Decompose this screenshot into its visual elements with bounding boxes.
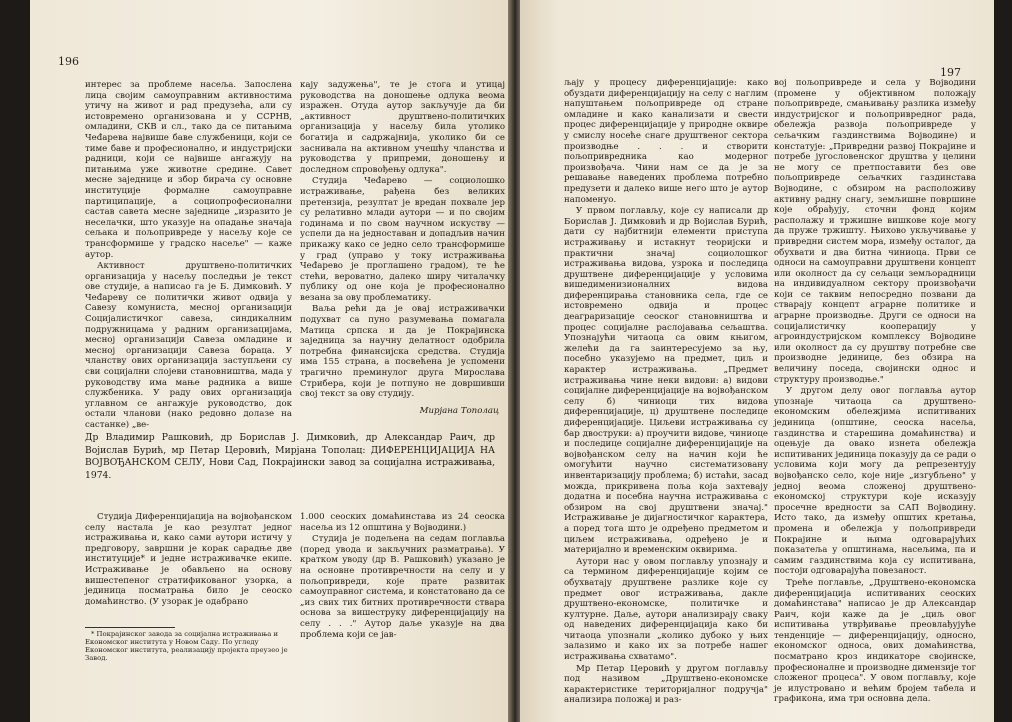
paragraph: У првом поглављу, које су написали др Борислав Ј. Димковић и др Војислав Бурић, дати су најбитнији елементи приступа истраживању и истакнут теоријски и практични значај социолошког истраживања видова, узрока и последица друштвене диференцијације у условима вишедименизионалних видова диференцирања становника села, где се истовремено одвија и процес деаграризације сеоског становништва и процес социјалне раслојавања сељаштва. Упознајући читаоца са овим књигом, желећи да га заинтересујемо за њу, посебно указујемо на предмет, циљ и карактер истраживања. „Предмет истраживања чине неки видови: а) видови социјалне диференцијације на војвођанском селу б) чиниоци тих видова диференцијације, ц) друштвене последице диференцијације. Циљеви истраживања су бар двоструки: а) проучити видове, чиниоце и последице социјалне диференцијације на војвођанском селу на начин који ће омогућити научно систематизовану инвентаризацију проблема; б) истаћи, засад можда, прикривена поља која захтевају додатна и посебна научна истраживања с обзиром на свој друштвени значај." Истраживање је дијагностичког карактера, а поред тога што је одређено предметом и циљем истраживања, одређено је и материјално и временским оквирима. bbox=[564, 206, 768, 556]
paragraph: 1.000 сеоских домаћинстава из 24 сеоска насеља из 12 општина у Војводини.) bbox=[300, 512, 505, 533]
paragraph: Студија Диференцијација на војвођанском селу настала је као резултат једног истраживања и, како сами аутори истичу у предговору, завршни је корак сарадње две институције* и једне истраживачке екипе. Истраживање је обављено на основу вишестепеног стратификованог узорка, а јединица посматрања било је сеоско домаћинство. (У узорак је одабрано bbox=[85, 512, 292, 607]
left-column-3 bbox=[85, 512, 292, 608]
left-column-2 bbox=[300, 80, 505, 417]
book-reference: Др Владимир Рашковић, др Борислав Ј. Димковић, др Александар Раич, др Војислав Бурић, мр Петар Церовић, Мирјана Тополац: ДИФЕРЕНЦИЈАЦИЈА НА ВОЈВОЂАНСКОМ СЕЛУ, Нови Сад, Покрајински завод за социјална истраживања, 1974. bbox=[85, 432, 495, 481]
paragraph: интерес за проблеме насеља. Запослена лица својим самоуправним активностима утичу на живот и рад предузећа, али су истовремено организована и у ССРНВ, омладини, СКВ и сл., тако да се питањима Чеđарева највише баве службеници, који се тиме баве и професионално, и индустријски радници, који се највише ангажују на питањима уже животне средине. Савет месне заједнице и збор бирача су основне институције формалне самоуправне партиципације, а социопрофесионални састав савета месне заједнице „изразито је неселачки, што указује на опадање значаја сељака и пољопривреде у насељу које се трансформише у градско насеље" — каже аутор. bbox=[85, 80, 292, 260]
left-column-4 bbox=[300, 512, 505, 641]
paragraph: Аутори нас у овом поглављу упознају и са термином диференцијације којим се обухватају друштвене разлике које су предмет овог истраживања, дакле друштвено-економске, политичке и културне. Даље, аутори анализирају сваку од наведених диференцијација како би читаоца упознали „колико дубоко у њих залазимо и како их за потребе нашег истраживања схватамо". bbox=[564, 556, 768, 663]
paragraph: Активност друштвено-политичких организација у насељу последњи је текст ове студије, а написао га је Б. Димковић. У Чеđареву се политички живот одвија у Савезу комуниста, месној организацији Социјалистичког савеза, синдикалним подружницама у радним организацијама, месној организацији Савеза омладине и месној организацији Савеза бораца. У чланству ових организација заступљени су сви социјални слојеви становништва, мада у руководству има мање радника а више службеника. У раду ових организација углавном се ангажује руководство, док остали чланови (нако редовно долазе на састанке) „ве- bbox=[85, 261, 292, 430]
paragraph: Студија је подељена на седам поглавља (поред увода и закључних разматрања). У кратком уводу (др В. Рашковић) указано је на основне противречности на селу и у пољопривреди, које прате развитак самоуправног система, и констатовано да се „из свих тих битних противречности ствара основа за вишеструку диференцијацију на селу . . ." Аутор даље указује на два проблема који се јав- bbox=[300, 534, 505, 640]
right-page bbox=[520, 0, 994, 722]
paragraph: љају у процесу диференцијације: како обуздати диференцијацију на селу с наглим напуштањем пољопривреде од стране омладине и како канализати и свести процес диференцијације у природне оквире у смислу носеће снаге друштвеног сектора производње . . . и створити пољопривредника као модерног произвођача. Чини нам се да је за решавање наведених проблема потребно предузети и далеко више него што је аутор напоменуо. bbox=[564, 78, 768, 205]
footnote-rule bbox=[85, 627, 175, 628]
paragraph: Студија Чеđарево — социолошко истраживање, рађена без великих претензија, резултат је вредан похвале јер су релативно млади аутори — и по својим годинама и по свом научном искуству — успели да на једноставан и допадљив начин прикажу како се једно село трансформише у град (управо у току истраживања Чеđарево је проглашено градом), те ће стећи, вероватно, далеко ширу читалачку публику од оне која је професионално везана за ову проблематику. bbox=[300, 176, 505, 303]
paragraph: Треће поглавље, „Друштвено-економска диференцијација испитиваних сеоских домаћинстава" написао је др Александар Раич, који каже да је „циљ овог испитивања утврђивање преовлађујуће тенденције — диференцијацију, односно, економског односа, ових домаћинства, посматрано кроз индикаторе својинске, професионалне и производне димензије тог сложеног процеса". У овом поглављу, које је илустровано и већим бројем табела и графикона, има три основна дела. bbox=[774, 577, 976, 705]
author-signature: Мирјана Тополац bbox=[419, 405, 499, 416]
footnote: * Покрајинског завода за социјална истраживања и Економског института у Новом Саду. По угледу Економског института, реализацију пројекта преузео је Завод. bbox=[85, 630, 288, 662]
page-number-right: 197 bbox=[940, 66, 961, 79]
paragraph: Ваља рећи да је овај истраживачки подухват са пуно разумевања помагала Матица српска и да је Покрајинска заједница за научну делатност одобрила потребна финансијска средства. Студија има 155 страна, а посвећена је успомени трагично преминулог друга Мирослава Стрибера, који је потпуно не довршивши свој текст за ову студију. bbox=[300, 304, 505, 400]
left-column-1 bbox=[85, 80, 292, 432]
right-column-1 bbox=[564, 78, 768, 707]
paragraph: вој пољопривреде и села у Војводини (промене у објективном положају пољопривреде, смањивању разлика између индустријског и пољопривредног рада, обележја развоја пољопривреде у сељачким газдинствима Војводине) и констатује: „Привредни развој Покрајине и потребе југословенског друштва у целини не могу се претпоставити без ове пољопривреде сељачких газдинстава Војводине, с обзиром на расположиву активну радну снагу, земљишне површине које обрађују, сточни фонд којим располажу и тржишне вишкове које могу да пруже тржишту. Њихово укључивање у привредни систем мора, између осталог, да обухвати и два битна чиниоца. Први се односи на самоуправни друштвени концепт или околност да су сељаци земљорадници на индивидуалном сектору произвођачи који се таквим непосредно позвани да стварају концепт аграрне политике и аграрне производње. Други се односи на социјалистичку кооперацију у агроиндустријском комплексу Војводине или околност да су друштву потребне све производне јединице, без обзира на величину поседа, својински однос и структуру производње." bbox=[774, 78, 976, 385]
paragraph: Мр Петар Церовић у другом поглављу под називом „Друштвено-економске карактеристике територијалног подручја" анализира положај и раз- bbox=[564, 663, 768, 706]
paragraph: кају задужења", те је стога и утицај руководства на доношење одлука веома изражен. Отуда аутор закључује да би „активност друштвено-политичких организација у насељу била утолико богатија и садржајнија, уколико би се заснивала на активном учешћу чланства и руководства у припреми, доношењу и доследном спровођењу одлука". bbox=[300, 80, 505, 175]
right-column-2 bbox=[774, 78, 976, 706]
paragraph: У другом делу овог поглавља аутор упознаје читаоца са друштвено-економским обележјима испитиваних јединица (општине, сеоска насеља, газдинства и старешина домаћинства) и оцењује да овако изнета обележја испитиваних јединица показују да се ради о условима који могу да репрезентују војвођанско село, које није „изгубљено" у једној веома сложеној друштвено-економској структури које исказују просечне вредности за САП Војводину. Исто тако, да између општих кретања, промена и обележја у пољопривреди Покрајине и њима одговарајућих показатеља у општинама, насељима, па и самим газдинствима која су испитивана, постоји одговарајућа повезаност. bbox=[774, 386, 976, 577]
left-page bbox=[30, 0, 510, 722]
page-number-left: 196 bbox=[58, 55, 79, 68]
